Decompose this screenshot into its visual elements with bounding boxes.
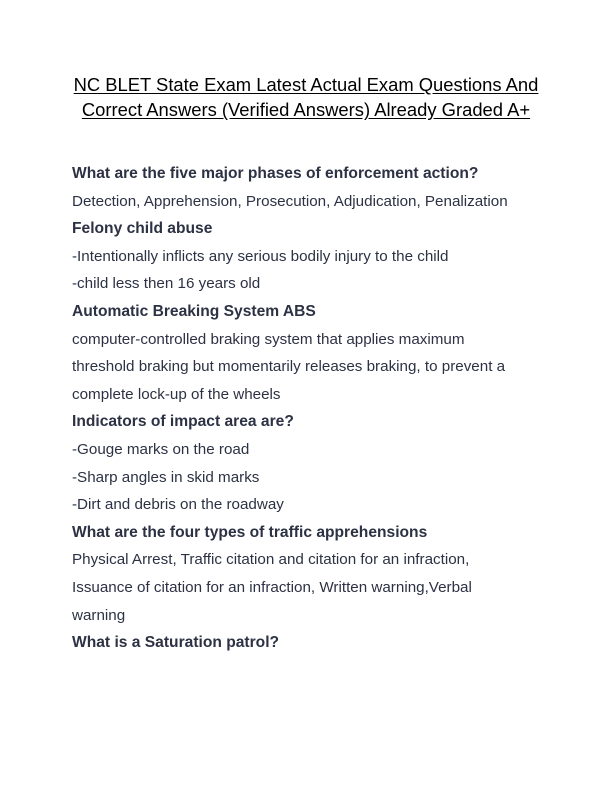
qa-list — [72, 160, 552, 657]
answer-line: computer-controlled braking system that applies maximum — [72, 330, 465, 348]
question-text: Automatic Breaking System ABS — [72, 302, 316, 320]
answer-line: Detection, Apprehension, Prosecution, Adjudication, Penalization — [72, 192, 508, 210]
title-line: Correct Answers (Verified Answers) Already Graded A+ — [81, 99, 531, 120]
answer-line: complete lock-up of the wheels — [72, 385, 281, 403]
answer-line: Issuance of citation for an infraction, Written warning,Verbal — [72, 578, 472, 596]
answer-text — [72, 326, 552, 409]
title-line: NC BLET State Exam Latest Actual Exam Questions And — [73, 74, 539, 95]
qa-item — [72, 215, 552, 298]
qa-item — [72, 519, 552, 629]
qa-item — [72, 298, 552, 408]
answer-text — [72, 188, 552, 216]
question-text: What is a Saturation patrol? — [72, 634, 280, 652]
answer-line: -Intentionally inflicts any serious bodily injury to the child — [72, 247, 449, 265]
answer-line: -Dirt and debris on the roadway — [72, 496, 284, 514]
qa-item — [72, 629, 552, 657]
answer-line: -Sharp angles in skid marks — [72, 468, 260, 486]
answer-line: -child less then 16 years old — [72, 275, 261, 293]
answer-line: warning — [72, 606, 126, 624]
answer-text — [72, 436, 552, 519]
answer-text — [72, 546, 552, 629]
qa-item — [72, 408, 552, 518]
answer-line: threshold braking but momentarily releases braking, to prevent a — [72, 358, 506, 376]
answer-text — [72, 243, 552, 298]
answer-line: -Gouge marks on the road — [72, 440, 250, 458]
question-text: Indicators of impact area are? — [72, 413, 294, 431]
question-text: What are the four types of traffic apprehensions — [72, 523, 428, 541]
document-title — [60, 72, 552, 122]
qa-item — [72, 160, 552, 215]
answer-line: Physical Arrest, Traffic citation and citation for an infraction, — [72, 551, 470, 569]
question-text: Felony child abuse — [72, 220, 213, 238]
question-text: What are the five major phases of enforcement action? — [72, 165, 479, 182]
